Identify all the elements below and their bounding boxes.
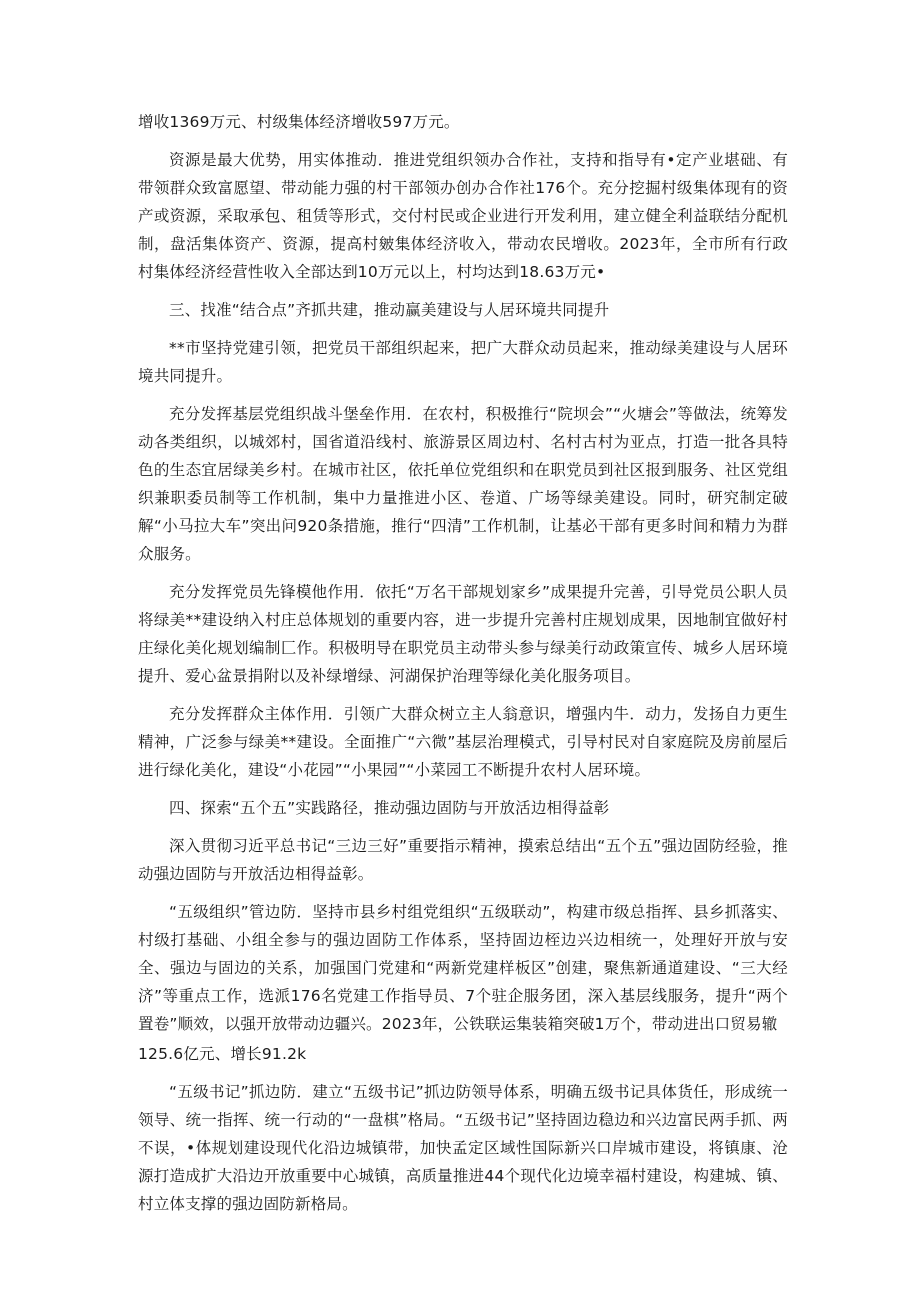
paragraph-resource-advantage: 资源是最大优势，用实体推动．推进党组织领办合作社，支持和指导有•定产业堪础、有带领群众致富愿望、带动能力强的村干部领办创办合作社176个。充分挖掘村级集体现有的资产或资源，采取承包、租赁等形式，交付村民或企业进行开发利用，建立健全利益联结分配机制，盘活集体资产、资源，提高村皴集体经济收入，带动农民增收。2023年，全市所有行政村集体经济经营性收入全部达到10万元以上，村均达到18.63万元• xyxy=(138,151,788,281)
paragraph-party-member-role: 充分发挥党员先锋模他作用．依托“万名干部规划家乡”成果提升完善，引导党员公职人员将绿美**建设纳入村庄总体规划的重要内容，进一步提升完善村庄规划成果，因地制宜做好村庄绿化美化规划编制匚作。积极明导在职党员主动带头参与绿美行动政策宣传、城乡人居环境提升、爱心盆景捐附以及补绿增绿、河湖保护治理等绿化美化服务项目。 xyxy=(138,583,788,685)
paragraph-section-three-intro: **市坚持党建引领，把党员干部组织起来，把广大群众动员起来，推动绿美建设与人居环境共同提升。 xyxy=(138,339,788,385)
paragraph-five-level-secretary: “五级书记”抓边防．建立“五级书记”抓边防领导体系，明确五级书记具体货任，形成统一领导、统一指挥、统一行动的“一盘棋”格局。“五级书记”坚持固边稳边和兴边富民两手抓、两不误，•体规划建设现代化沿边城镇带，加快孟定区域性国际新兴口岸城市建设，将镇康、沧源打造成扩大沿边开放重要中心城镇，高质量推进44个现代化边境幸福村建设，构建城、镇、村立体支撑的强边固防新格局。 xyxy=(138,1083,788,1213)
paragraph-five-level-organization: “五级组织”管边防．坚持市县乡村组党组织“五级联动”，构建市级总指挥、县乡抓落实、村级打基础、小组全参与的强边固防工作体系，坚持固边桎边兴边相统一，处理好开放与安全、强边与固边的关系，加强国门党建和“两新党建样板区”创建，聚焦新通道建设、“三大经济”等重点工作，选派176名党建工作指导员、7个驻企服务团，深入基层线服务，提升“两个置卷”顺效，以强开放带动边疆兴。2023年，公铁联运集装箱突破1万个，带动进出口贸易辙 xyxy=(138,903,788,1033)
section-heading-four: 四、探索“五个五”实践路径，推动强边固防与开放活边相得益彰 xyxy=(169,799,610,817)
paragraph-trade-figures: 125.6亿元、增长91.2k xyxy=(138,1045,307,1063)
document-page xyxy=(138,108,788,1228)
paragraph-masses-role: 充分发挥群众主体作用．引领广大群众树立主人翁意识，增强内牛．动力，发扬自力更生精神，广泛参与绿美**建设。全面推广“六微”基层治理模式，引导村民对自家庭院及房前屋后进行绿化美化，建设“小花园”“小果园”“小菜园工不断提升农村人居环境。 xyxy=(138,705,788,779)
paragraph-party-organization-role: 充分发挥基层党组织战斗堡垒作用．在农村，积极推行“院坝会”“火塘会”等做法，统筹发动各类组织，以城郊村，国省道沿线村、旅游景区周边村、名村古村为亚点，打造一批各具特色的生态宜居绿美乡村。在城市社区，依托单位党组织和在职党员到社区报到服务、社区党组织兼职委员制等工作机制，集中力量推进小区、卷道、广场等绿美建设。同时，研究制定破解“小马拉大车”突出问920条措施，推行“四清”工作机制，让基必干部有更多时间和精力为群众服务。 xyxy=(138,405,788,563)
paragraph-income-summary: 增收1369万元、村级集体经济增收597万元。 xyxy=(138,113,460,131)
section-heading-three: 三、找准“结合点”齐抓共建，推动赢美建设与人居环境共同提升 xyxy=(169,301,610,319)
paragraph-section-four-intro: 深入贯彻习近平总书记“三边三好”重要指示精神，摸索总结出“五个五”强边固防经验，推动强边固防与开放活边相得益彰。 xyxy=(138,837,788,883)
